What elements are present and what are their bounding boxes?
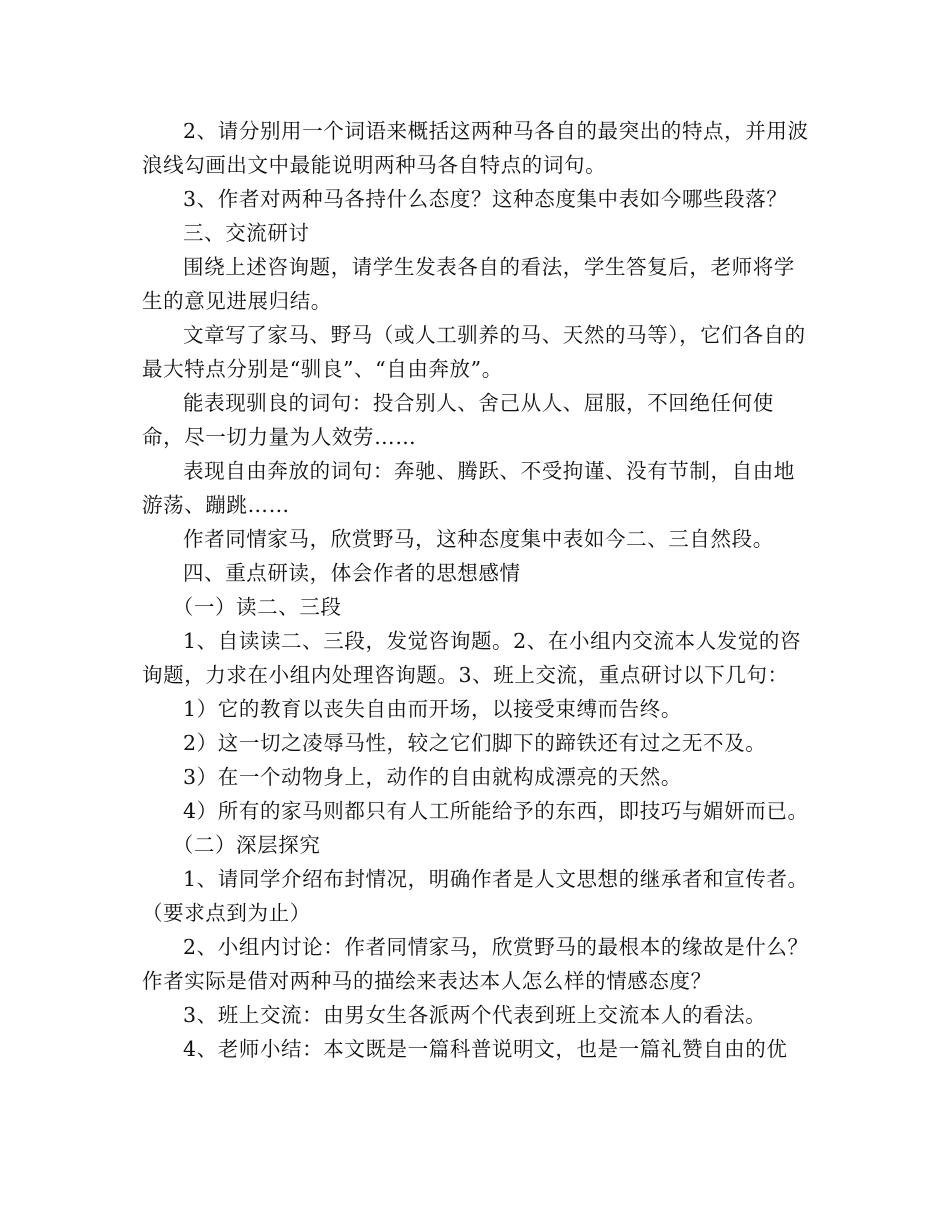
key-sentence-3: 3）在一个动物身上，动作的自由就构成漂亮的天然。 <box>183 765 682 789</box>
paragraph-teacher-summary: 4、老师小结：本文既是一篇科普说明文，也是一篇礼赞自由的优 <box>183 1037 788 1061</box>
section-heading-4: 四、重点研读，体会作者的思想感情 <box>183 561 521 585</box>
paragraph-author-attitude: 作者同情家马，欣赏野马，这种态度集中表如今二、三自然段。 <box>183 527 774 551</box>
subsection-heading-1: （一）读二、三段 <box>172 595 342 619</box>
paragraph-group-discussion: 2、小组内讨论：作者同情家马，欣赏野马的最根本的缘故是什么？作者实际是借对两种马的描绘来表达本人怎么样的情感态度？ <box>142 935 809 993</box>
paragraph-class-exchange: 3、班上交流：由男女生各派两个代表到班上交流本人的看法。 <box>183 1003 767 1027</box>
paragraph-horse-features: 文章写了家马、野马（或人工驯养的马、天然的马等），它们各自的最大特点分别是“驯良”、“自由奔放”。 <box>142 323 806 381</box>
paragraph-buffon-intro: 1、请同学介绍布封情况，明确作者是人文思想的继承者和宣传者。（要求点到为止） <box>142 867 809 925</box>
paragraph-docile-words: 能表现驯良的词句：投合别人、舍己从人、屈服，不回绝任何使命，尽一切力量为人效劳…… <box>142 391 774 449</box>
paragraph-free-words: 表现自由奔放的词句：奔驰、腾跃、不受拘谨、没有节制，自由地游荡、蹦跳…… <box>142 459 795 517</box>
paragraph-question-2: 2、请分别用一个词语来概括这两种马各自的最突出的特点，并用波浪线勾画出文中最能说明两种马各自特点的词句。 <box>142 119 809 177</box>
subsection-heading-2: （二）深层探究 <box>172 833 321 857</box>
paragraph-reading-steps: 1、自读读二、三段，发觉咨询题。2、在小组内交流本人发觉的咨询题，力求在小组内处理咨询题。3、班上交流，重点研讨以下几句： <box>142 629 802 687</box>
key-sentence-1: 1）它的教育以丧失自由而开场，以接受束缚而告终。 <box>183 697 682 721</box>
paragraph-question-3: 3、作者对两种马各持什么态度？这种态度集中表如今哪些段落？ <box>183 187 788 211</box>
section-heading-3: 三、交流研讨 <box>183 221 310 245</box>
document-body <box>142 114 814 1066</box>
key-sentence-4: 4）所有的家马则都只有人工所能给予的东西，即技巧与媚妍而已。 <box>183 799 809 823</box>
key-sentence-2: 2）这一切之凌辱马性，较之它们脚下的蹄铁还有过之无不及。 <box>183 731 767 755</box>
paragraph-discussion-intro: 围绕上述咨询题，请学生发表各自的看法，学生答复后，老师将学生的意见进展归结。 <box>142 255 795 313</box>
